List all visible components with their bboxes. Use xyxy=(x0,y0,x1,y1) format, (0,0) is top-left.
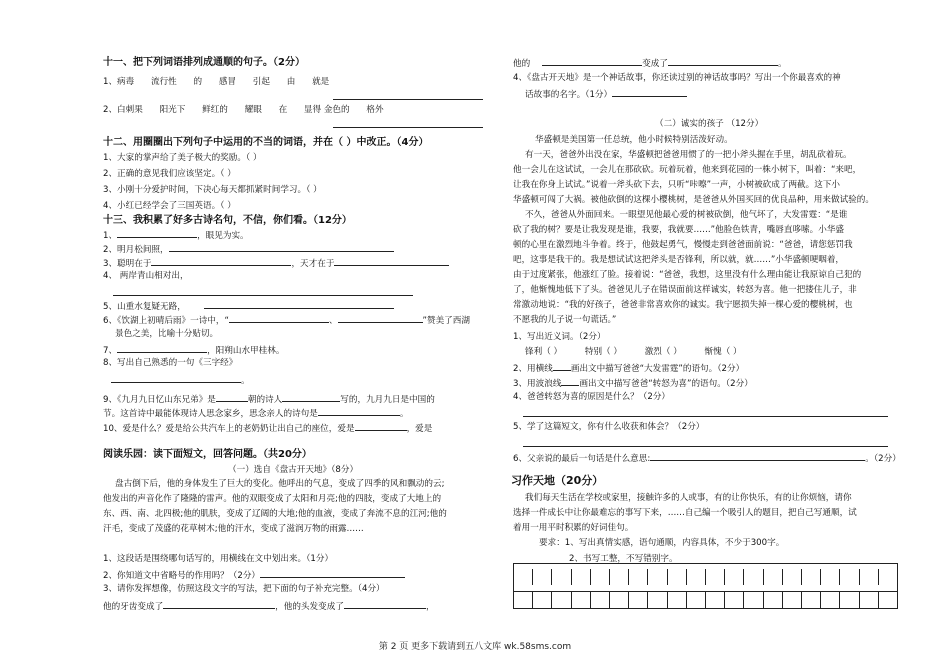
s13-q9b: 节。这首诗中最能体现诗人思念家乡，思念亲人的诗句是 。 xyxy=(103,406,408,421)
r1-q1: 1、这段话是围绕哪句话写的，用横线在文中划出来。（1分） xyxy=(103,554,334,564)
s13-q6-blank-1[interactable] xyxy=(229,313,329,323)
passage-2-line-1: 华盛顿是美国第一任总统，他小时候特别活泼好动。 xyxy=(535,135,733,145)
s13-q1: 1、 ，眼见为实。 xyxy=(103,228,249,243)
s13-q9a: 9、《九月九日忆山东兄弟》是 朝的诗人 写的，九月九日是中国的 xyxy=(103,392,435,407)
s13-q9-blank-2[interactable] xyxy=(282,392,340,402)
passage-2-line-2: 有一天，爸爸外出没在家，华盛顿把爸爸用惯了的一把小斧头握在手里，胡乱砍着玩。 xyxy=(525,150,852,160)
writing-grid-cell[interactable] xyxy=(706,569,725,585)
s12-item-4: 4、小红已经学会了三国英语。（ ） xyxy=(103,201,236,211)
s13-q9-blank-3[interactable] xyxy=(318,406,400,416)
writing-grid-cell[interactable] xyxy=(591,592,610,608)
r2-q6: 6、父亲说的最后一句话是什么意思: 。（2分） xyxy=(513,451,901,466)
writing-grid-cell[interactable] xyxy=(610,592,629,608)
writing-grid-cell[interactable] xyxy=(514,592,533,608)
writing-grid-cell[interactable] xyxy=(552,592,571,608)
passage-1-line-2: 他发出的声音化作了隆隆的雷声。他的双眼变成了太阳和月亮;他的四肢，变成了大地上的 xyxy=(103,494,442,504)
writing-grid-cell[interactable] xyxy=(533,569,552,585)
section-12-title: 十二、用圈圈出下列句子中运用的不当的词语，并在（ ）中改正。（4分） xyxy=(103,137,429,148)
writing-grid-cell[interactable] xyxy=(591,569,610,585)
writing-line-3: 着用一用平时积累的好词佳句。 xyxy=(513,523,634,533)
writing-grid-cell[interactable] xyxy=(764,569,783,585)
passage-2-line-7: 砍了我的树？要是让我发现是谁，我要，我就要……”他脸色铁青，嘴唇直哆嗦。小华盛 xyxy=(513,225,845,235)
passage-1-line-3: 东、西、南、北四极;他的肌肤，变成了辽阔的大地;他的血液，变成了奔流不息的江河;他的 xyxy=(103,509,447,519)
r2-q4-answer-line[interactable] xyxy=(523,407,888,422)
reading-1-title: （一）选自《盘古开天地》（8分） xyxy=(228,465,359,475)
writing-grid-cell[interactable] xyxy=(610,569,629,585)
writing-grid-cell[interactable] xyxy=(552,569,571,585)
s13-q9-blank-1[interactable] xyxy=(216,392,248,402)
r1-q3: 3、请你发挥想像，仿照这段文字的写法，把下面的句子补充完整。（4分） xyxy=(103,584,385,594)
s13-q4: 4、 两岸青山相对出， xyxy=(103,271,189,281)
passage-1-line-4: 汗毛，变成了茂盛的花草树木;他的汗水，变成了滋润万物的雨露…… xyxy=(103,524,364,534)
s13-q10: 10、爱是什么？爱是给公共汽车上的老奶奶让出自己的座位，爱是 ，爱是 xyxy=(103,421,432,436)
writing-grid-cell[interactable] xyxy=(533,592,552,608)
writing-grid-cell[interactable] xyxy=(744,569,763,585)
s13-q3: 3、聪明在于 ，天才在于 xyxy=(103,256,449,271)
writing-grid-cell[interactable] xyxy=(706,592,725,608)
s13-q3-blank-2[interactable] xyxy=(334,256,449,266)
writing-grid-cell[interactable] xyxy=(629,569,648,585)
writing-grid-cell[interactable] xyxy=(725,592,744,608)
s11-q1: 1、病毒 流行性 的 感冒 引起 由 就是 xyxy=(103,77,330,87)
s11-q2: 2、白刺果 阳光下 鲜红的 耀眼 在 显得 金色的 格外 xyxy=(103,105,384,115)
r1-q4a: 4、《盘古开天地》是一个神话故事，你还读过别的神话故事吗？写出一个你最喜欢的神 xyxy=(513,73,841,83)
writing-line-2: 选择一件成长中让你最难忘的事写下来，……自己编一个吸引人的题目，把自己写通顺，试 xyxy=(513,508,857,518)
s13-q7: 7、 ，阳朔山水甲桂林。 xyxy=(103,343,284,358)
s13-q6-blank-2[interactable] xyxy=(338,313,423,323)
writing-grid-row xyxy=(514,591,897,608)
passage-2-line-10: 由于过度紧张，他涨红了脸。接着说：“爸爸，我想，这里没有什么理由能让我原谅自己犯的 xyxy=(513,270,862,280)
writing-grid-cell[interactable] xyxy=(648,592,667,608)
r1-q4b: 话故事的名字。（1分） xyxy=(525,87,687,102)
writing-grid-cell[interactable] xyxy=(821,569,840,585)
r1-q3-blank-1[interactable] xyxy=(163,599,275,609)
s13-q5: 5、山重水复疑无路， xyxy=(103,299,394,314)
passage-2-line-9: 吧，这事是我干的。我是想试试这把斧头是否锋利，所以就，就……”小华盛顿哽咽着， xyxy=(513,255,845,265)
page-footer: 第 2 页 更多下载请到五八文库 wk.58sms.com xyxy=(378,642,572,652)
writing-grid-cell[interactable] xyxy=(744,592,763,608)
r2-q1-items: 锋利（ ） 特别（ ） 激烈（ ） 惭愧（ ） xyxy=(525,347,742,357)
writing-grid-cell[interactable] xyxy=(687,569,706,585)
writing-grid-cell[interactable] xyxy=(668,569,687,585)
passage-2-line-11: 了，他惭愧地低下了头。爸爸见儿子在错误面前这样诚实，转怒为喜。他一把搂住儿子，非 xyxy=(513,285,857,295)
passage-2-line-8: 顿的心里在激烈地斗争着。终于，他鼓起勇气，慢慢走到爸爸面前说：“爸爸，请您惩罚我 xyxy=(513,240,853,250)
writing-title: 习作天地（20分） xyxy=(511,474,604,487)
writing-grid-cell[interactable] xyxy=(840,592,859,608)
section-11-title: 十一、把下列词语排列成通顺的句子。（2分） xyxy=(103,57,305,68)
passage-2-line-4: 让我在你身上试试。”说着一斧头砍下去，只听“咔嚓”一声，小树被砍成了两截。这下小 xyxy=(513,180,841,190)
passage-2-line-3: 他一会儿在这试试，一会儿在那砍砍。玩着玩着，他来到花园的一株小树下，叫着：“来吧， xyxy=(513,165,862,175)
writing-grid-cell[interactable] xyxy=(802,569,821,585)
s13-q6a: 6、《饮湖上初晴后雨》一诗中，“ 、 ”赞美了西湖 xyxy=(103,313,470,328)
writing-line-1: 我们每天生活在学校或家里，接触许多的人或事，有的让你快乐，有的让你烦恼，请你 xyxy=(525,493,852,503)
s13-q5-blank[interactable] xyxy=(204,299,394,309)
r1-q3-line: 他的牙齿变成了 ，他的头发变成了 ， xyxy=(103,599,435,614)
s13-q6b: 景色之美，比喻十分贴切。 xyxy=(115,329,219,339)
passage-2-line-13: 不愿我的儿子说一句谎话。” xyxy=(513,315,617,325)
s11-q1-answer-line[interactable] xyxy=(333,90,483,105)
writing-grid-cell[interactable] xyxy=(783,592,802,608)
writing-grid-cell[interactable] xyxy=(783,569,802,585)
r2-q4: 4、爸爸转怒为喜的原因是什么？（2分） xyxy=(513,392,671,402)
r-continuation: 他的 变成了 。 xyxy=(513,56,787,71)
reading-title: 阅读乐园：读下面短文，回答问题。（共20分） xyxy=(103,449,312,460)
s13-q2-blank[interactable] xyxy=(169,242,394,252)
r2-q5: 5、学了这篇短文，你有什么收获和体会？（2分） xyxy=(513,422,705,432)
s13-q8b: 。 xyxy=(111,373,250,388)
r1-q3-blank-2[interactable] xyxy=(344,599,426,609)
s13-q1-blank[interactable] xyxy=(117,228,197,238)
r1-q4-blank[interactable] xyxy=(612,87,687,97)
s13-q7-blank[interactable] xyxy=(117,343,207,353)
writing-grid-cell[interactable] xyxy=(821,592,840,608)
writing-grid-cell[interactable] xyxy=(572,569,591,585)
writing-grid-cell[interactable] xyxy=(840,569,859,585)
passage-2-line-5: 华盛顿可闯了大祸。被他砍倒的这棵小樱桃树，是爸爸从外国买回的优良品种，用来做试验的。 xyxy=(513,195,874,205)
r2-q3: 3、用波浪线 画出文中描写爸爸“转怒为喜”的语句。（2分） xyxy=(513,376,753,391)
s13-q8a: 8、写出自己熟悉的一句《三字经》 xyxy=(103,358,238,368)
writing-grid-cell[interactable] xyxy=(879,592,897,608)
writing-grid-cell[interactable] xyxy=(764,592,783,608)
writing-grid-cell[interactable] xyxy=(860,592,879,608)
r-cont-blank-1[interactable] xyxy=(542,56,642,66)
s12-item-1: 1、大家的掌声给了美子极大的奖励。（ ） xyxy=(103,153,262,163)
writing-grid-cell[interactable] xyxy=(687,592,706,608)
writing-grid-cell[interactable] xyxy=(514,569,533,585)
writing-grid-cell[interactable] xyxy=(879,569,897,585)
writing-grid-cell[interactable] xyxy=(725,569,744,585)
writing-requirement-1: 要求：1、写出真情实感，语句通顺，内容具体，不少于300字。 xyxy=(539,538,785,548)
writing-grid-row xyxy=(514,569,897,585)
writing-grid-cell[interactable] xyxy=(629,592,648,608)
s13-q2: 2、明月松间照， xyxy=(103,242,394,257)
writing-grid-cell[interactable] xyxy=(668,592,687,608)
r2-q2: 2、用横线 画出文中描写爸爸“大发雷霆”的语句。（2分） xyxy=(513,361,744,376)
r2-q5-answer-line[interactable] xyxy=(523,437,888,452)
s13-q8-blank[interactable] xyxy=(111,373,241,383)
s13-q3-blank-1[interactable] xyxy=(151,256,291,266)
writing-grid[interactable] xyxy=(513,563,898,609)
r1-q2: 2、你知道文中省略号的作用吗？（2分） xyxy=(103,568,405,583)
s13-q10-blank-1[interactable] xyxy=(355,421,407,431)
writing-grid-cell[interactable] xyxy=(572,592,591,608)
r-cont-blank-2[interactable] xyxy=(668,56,778,66)
s12-item-3: 3、小刚十分爱护时间，下决心每天都抓紧时间学习。（ ） xyxy=(103,185,322,195)
writing-grid-cell[interactable] xyxy=(648,569,667,585)
passage-1-line-1: 盘古倒下后，他的身体发生了巨大的变化。他呼出的气息，变成了四季的风和飘动的云; xyxy=(115,479,445,489)
s11-q2-answer-line[interactable] xyxy=(333,118,483,133)
writing-grid-cell[interactable] xyxy=(860,569,879,585)
passage-2-line-6: 不久，爸爸从外面回来。一眼望见他最心爱的树被砍倒，他气坏了，大发雷霆：“是谁 xyxy=(525,210,848,220)
writing-grid-cell[interactable] xyxy=(802,592,821,608)
writing-requirement-2: 2、书写工整，不写错别字。 xyxy=(569,554,678,564)
section-13-title: 十三、我积累了好多古诗名句，不信，你们看。（12分） xyxy=(103,215,352,226)
r2-q6-blank[interactable] xyxy=(650,451,865,461)
passage-2-line-12: 常激动地说：“我的好孩子，爸爸非常喜欢你的诚实。我宁愿损失掉一棵心爱的樱桃树，也 xyxy=(513,300,853,310)
r2-q1-title: 1、写出近义词。（2分） xyxy=(513,332,606,342)
reading-2-title: （二）诚实的孩子 （12分） xyxy=(655,119,764,129)
r1-q2-blank[interactable] xyxy=(260,568,405,578)
s12-item-2: 2、正确的意见我们应该坚定。（ ） xyxy=(103,169,236,179)
